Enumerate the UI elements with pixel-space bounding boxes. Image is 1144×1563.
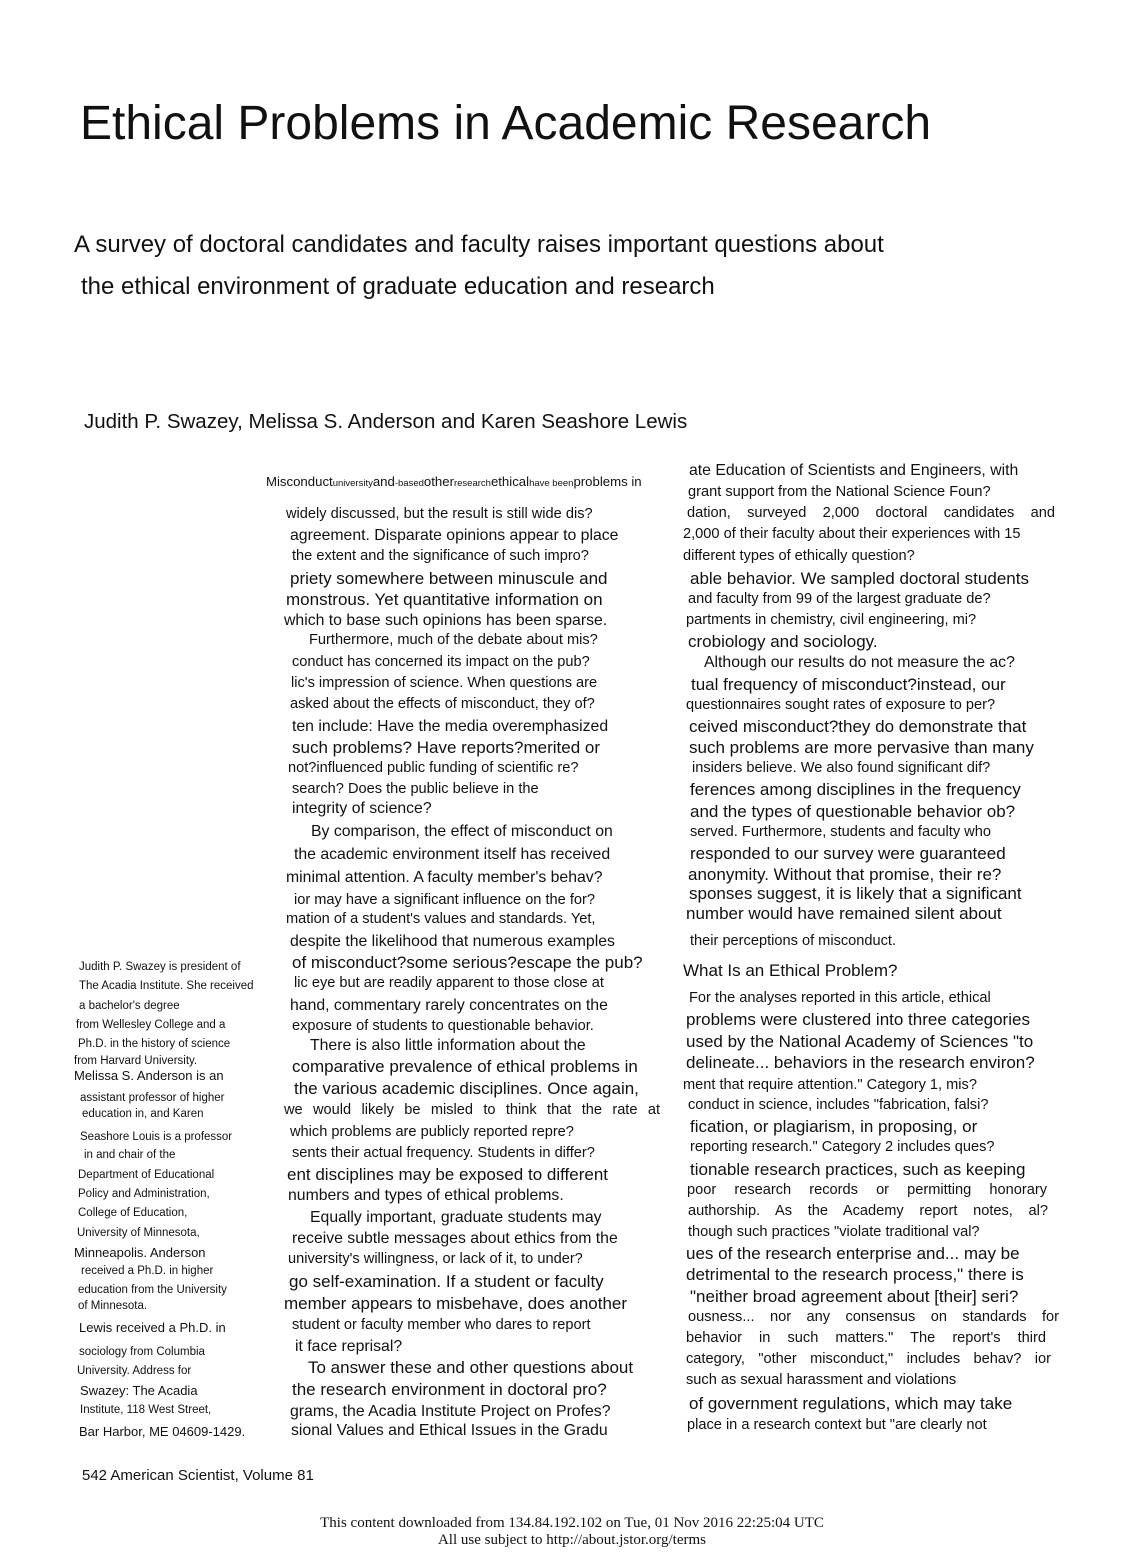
text-line: ferences among disciplines in the frequency <box>690 780 1021 800</box>
text-line: reporting research." Category 2 includes ques? <box>690 1139 995 1156</box>
bio-line: Swazey: The Acadia <box>80 1383 198 1399</box>
bio-line: received a Ph.D. in higher <box>81 1265 214 1278</box>
text-line: ues of the research enterprise and... may be <box>686 1244 1020 1264</box>
text-line: lic eye but are readily apparent to those close at <box>294 975 604 992</box>
bio-line: a bachelor's degree <box>79 999 180 1012</box>
text-line: the extent and the significance of such impro? <box>292 548 589 565</box>
text-line: asked about the effects of misconduct, they of? <box>290 696 595 713</box>
text-line: member appears to misbehave, does another <box>284 1293 628 1313</box>
text-line: and the types of questionable behavior ob? <box>690 801 1016 821</box>
text-line: we would likely be misled to think that the rate at <box>284 1101 660 1118</box>
bio-line: University. Address for <box>77 1365 192 1378</box>
text-line: which problems are publicly reported repre? <box>290 1123 574 1140</box>
article-title: Ethical Problems in Academic Research <box>80 97 932 150</box>
bio-line: of Minnesota. <box>78 1299 148 1312</box>
text-line: authorship. As the Academy report notes, al? <box>688 1202 1048 1219</box>
text-line: the research environment in doctoral pro? <box>292 1380 607 1400</box>
text-line: fication, or plagiarism, in proposing, or <box>690 1117 978 1137</box>
bio-line: sociology from Columbia <box>79 1345 205 1358</box>
bio-line: in and chair of the <box>84 1149 176 1162</box>
word: research <box>453 478 491 489</box>
bio-line: Institute, 118 West Street, <box>80 1403 212 1416</box>
text-line: anonymity. Without that promise, their re? <box>688 865 1002 885</box>
text-line: comparative prevalence of ethical problems in <box>292 1056 638 1076</box>
text-line: such problems are more pervasive than many <box>689 738 1034 758</box>
text-line: detrimental to the research process," there is <box>686 1265 1024 1285</box>
body-column-right <box>683 460 1061 1436</box>
word: ethical <box>490 474 530 489</box>
word: problems in <box>573 474 642 489</box>
text-line: numbers and types of ethical problems. <box>288 1187 564 1205</box>
text-line: able behavior. We sampled doctoral students <box>690 568 1029 588</box>
text-line: poor research records or permitting honorary <box>687 1181 1047 1198</box>
bio-line: from Harvard University. <box>74 1055 198 1068</box>
article-authors: Judith P. Swazey, Melissa S. Anderson and Karen Seashore Lewis <box>84 410 688 433</box>
bio-line: from Wellesley College and a <box>76 1018 226 1031</box>
bio-line: The Acadia Institute. She received <box>79 980 254 993</box>
text-line: number would have remained silent about <box>686 904 1002 924</box>
text-line: sponses suggest, it is likely that a significant <box>689 884 1022 904</box>
text-line: grant support from the National Science Foun? <box>688 484 991 500</box>
text-line: lic's impression of science. When questions are <box>291 675 598 692</box>
word: and <box>372 474 395 489</box>
bio-line: Department of Educational <box>78 1168 215 1181</box>
text-line: 2,000 of their faculty about their experiences with 15 <box>683 526 1021 543</box>
text-line: Furthermore, much of the debate about mis? <box>309 631 598 648</box>
text-line: student or faculty member who dares to report <box>292 1316 591 1333</box>
word: other <box>423 474 454 489</box>
text-line: "neither broad agreement about [their] seri? <box>690 1286 1019 1306</box>
text-line: despite the likelihood that numerous examples <box>290 933 615 951</box>
text-line: their perceptions of misconduct. <box>690 933 897 950</box>
bio-line: Melissa S. Anderson is an <box>74 1068 224 1084</box>
article-subtitle <box>74 224 884 308</box>
text-line: ior may have a significant influence on the for? <box>294 892 595 909</box>
text-line: the academic environment itself has received <box>294 846 611 864</box>
text-line: widely discussed, but the result is still wide dis? <box>286 506 593 522</box>
text-line: and faculty from 99 of the largest graduate de? <box>688 590 991 607</box>
text-line: crobiology and sociology. <box>688 632 878 652</box>
text-line: Although our results do not measure the ac? <box>704 654 1015 672</box>
text-line: ment that require attention." Category 1, mis? <box>683 1076 977 1093</box>
text-line: it face reprisal? <box>295 1337 403 1355</box>
text-line: different types of ethically question? <box>683 547 915 564</box>
text-line: questionnaires sought rates of exposure to per? <box>686 696 996 713</box>
word: university <box>332 478 373 489</box>
text-line: ten include: Have the media overemphasized <box>292 717 609 735</box>
bio-line: education from the University <box>78 1283 227 1296</box>
jstor-notice <box>0 1515 1144 1549</box>
text-line: For the analyses reported in this article, ethical <box>689 990 991 1007</box>
bio-line: education in, and Karen <box>82 1108 204 1121</box>
text-line: Equally important, graduate students may <box>310 1208 602 1226</box>
bio-line: Policy and Administration, <box>78 1188 210 1201</box>
text-line: place in a research context but "are clearly not <box>687 1416 987 1433</box>
text-line: dation, surveyed 2,000 doctoral candidates and <box>687 505 1055 522</box>
text-line: exposure of students to questionable behavior. <box>292 1017 594 1034</box>
text-line: such problems? Have reports?merited or <box>292 737 601 757</box>
text-line: behavior in such matters." The report's third <box>686 1330 1046 1346</box>
text-line: such as sexual harassment and violations <box>686 1372 957 1389</box>
text-line: conduct in science, includes "fabrication, falsi? <box>688 1096 989 1113</box>
bio-line: Ph.D. in the history of science <box>78 1038 231 1051</box>
text-line: conduct has concerned its impact on the pub? <box>292 653 590 670</box>
text-line: category, "other misconduct," includes behav? ior <box>686 1351 1051 1368</box>
jstor-download-line: This content downloaded from 134.84.192.102 on Tue, 01 Nov 2016 22:25:04 UTC <box>320 1515 824 1531</box>
text-line: university's willingness, or lack of it, to under? <box>288 1250 583 1267</box>
page-footer: 542 American Scientist, Volume 81 <box>82 1467 314 1484</box>
text-line: not?influenced public funding of scientific re? <box>288 759 579 776</box>
text-line: grams, the Acadia Institute Project on Profes? <box>290 1403 611 1421</box>
text-line: responded to our survey were guaranteed <box>690 844 1006 863</box>
bio-line: assistant professor of higher <box>80 1092 225 1105</box>
text-line: receive subtle messages about ethics from the <box>292 1229 618 1247</box>
text-line: To answer these and other questions about <box>308 1358 634 1378</box>
bio-line: Seashore Louis is a professor <box>80 1131 233 1144</box>
text-line: search? Does the public believe in the <box>292 781 539 798</box>
subtitle-line: A survey of doctoral candidates and faculty raises important questions about <box>74 231 884 258</box>
text-line: ate Education of Scientists and Engineers, with <box>689 462 1019 479</box>
bio-line: Bar Harbor, ME 04609-1429. <box>79 1424 246 1440</box>
text-line: delineate... behaviors in the research environ? <box>686 1052 1035 1072</box>
bio-line: College of Education, <box>78 1207 188 1220</box>
text-line: partments in chemistry, civil engineering, mi? <box>686 611 977 628</box>
text-line: problems were clustered into three categories <box>686 1010 1030 1030</box>
bio-line: Lewis received a Ph.D. in <box>79 1319 226 1335</box>
text-line: sents their actual frequency. Students in differ? <box>292 1145 595 1161</box>
text-line: of government regulations, which may take <box>689 1394 1013 1414</box>
text-line: minimal attention. A faculty member's behav? <box>286 869 603 887</box>
word: Misconduct <box>266 474 333 489</box>
text-line: the various academic disciplines. Once again, <box>294 1078 639 1098</box>
text-line: sional Values and Ethical Issues in the Gradu <box>291 1422 608 1440</box>
text-line: tionable research practices, such as keeping <box>690 1159 1026 1179</box>
bio-line: Minneapolis. Anderson <box>74 1244 206 1260</box>
text-line: used by the National Academy of Sciences "to <box>686 1031 1034 1051</box>
text-line: ent disciplines may be exposed to different <box>287 1165 608 1185</box>
text-line: insiders believe. We also found significant dif? <box>692 760 991 777</box>
subtitle-line: the ethical environment of graduate education and research <box>81 273 715 300</box>
text-line: go self-examination. If a student or faculty <box>289 1271 604 1291</box>
text-line: tual frequency of misconduct?instead, our <box>691 674 1006 694</box>
text-line: of misconduct?some serious?escape the pub? <box>292 953 643 973</box>
text-line: There is also little information about the <box>310 1036 586 1054</box>
text-line: which to base such opinions has been sparse. <box>284 611 608 629</box>
author-bio-sidebar <box>74 958 274 1441</box>
text-line: agreement. Disparate opinions appear to place <box>290 527 619 545</box>
text-line: integrity of science? <box>292 800 432 818</box>
bio-line: University of Minnesota, <box>77 1226 200 1239</box>
word: have been <box>529 478 574 489</box>
body-column-left <box>266 460 662 1441</box>
text-line: ceived misconduct?they do demonstrate that <box>689 716 1027 736</box>
first-text-line <box>266 460 662 500</box>
jstor-terms-line: All use subject to http://about.jstor.org/terms <box>437 1532 707 1548</box>
text-line: By comparison, the effect of misconduct on <box>311 823 613 841</box>
text-line: monstrous. Yet quantitative information on <box>286 589 603 609</box>
text-line: ousness... nor any consensus on standards for <box>688 1308 1059 1325</box>
text-line: hand, commentary rarely concentrates on the <box>290 996 608 1014</box>
word: -based <box>394 478 424 489</box>
text-line: priety somewhere between minuscule and <box>290 568 608 588</box>
text-line: served. Furthermore, students and faculty who <box>690 823 991 840</box>
section-heading: What Is an Ethical Problem? <box>683 961 898 981</box>
text-line: though such practices "violate traditional val? <box>688 1224 980 1241</box>
text-line: mation of a student's values and standards. Yet, <box>286 911 596 928</box>
bio-line: Judith P. Swazey is president of <box>79 961 241 973</box>
